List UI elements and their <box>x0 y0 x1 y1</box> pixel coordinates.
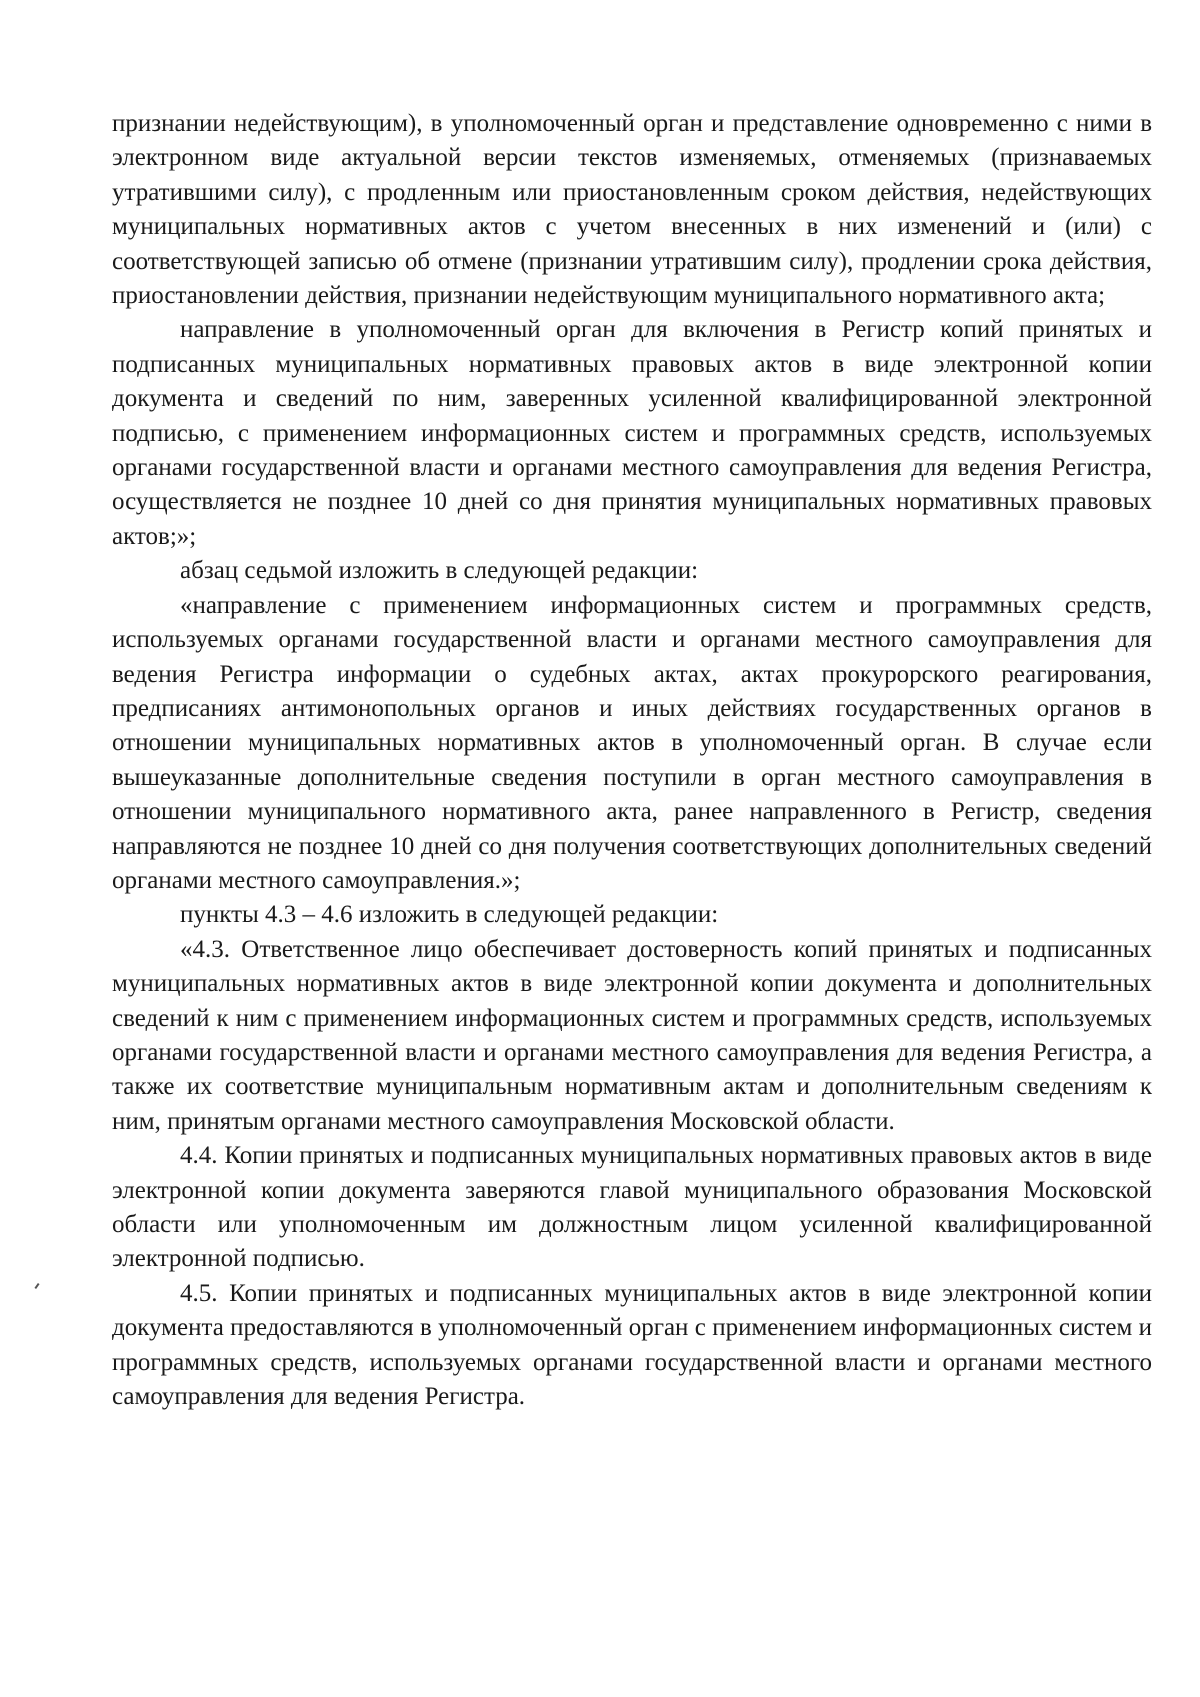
scan-speck <box>34 1283 39 1289</box>
paragraph-item-4-4: 4.4. Копии принятых и подписанных муниципальных нормативных правовых актов в виде электронной копии документа заверяются главой муниципального образования Московской области или уполномоченным им должностным лицом усиленной квалифицированной электронной подписью. <box>112 1142 1152 1273</box>
paragraph-continuation: признании недействующим), в уполномоченный орган и представление одновременно с ними в электронном виде актуальной версии текстов изменяемых, отменяемых (признаваемых утратившими силу), с продленным или приостановленным сроком действия, недействующих муниципальных нормативных актов с учетом внесенных в них изменений и (или) с соответствующей записью об отмене (признании утратившим силу), продлении срока действия, приостановлении действия, признании недействующим муниципального нормативного акта; <box>112 110 1152 310</box>
paragraph-item-4-5: 4.5. Копии принятых и подписанных муниципальных актов в виде электронной копии документа предоставляются в уполномоченный орган с применением информационных систем и программных средств, используемых органами государственной власти и органами местного самоуправления для ведения Регистра. <box>112 1279 1152 1411</box>
paragraph-seventh-intro: абзац седьмой изложить в следующей редакции: <box>180 557 699 585</box>
document-body <box>112 107 1152 1414</box>
paragraph-items-intro: пункты 4.3 – 4.6 изложить в следующей редакции: <box>180 901 719 929</box>
paragraph-court-acts-info: «направление с применением информационных систем и программных средств, используемых органами государственной власти и органами местного самоуправления для ведения Регистра информации о судебных актах, актах прокурорского реагирования, предписаниях антимонопольных органов и иных действиях государственных органов в отношении муниципальных нормативных актов в уполномоченный орган. В случае если вышеуказанные дополнительные сведения поступили в орган местного самоуправления в отношении муниципального нормативного акта, ранее направленного в Регистр, сведения направляются не позднее 10 дней со дня получения соответствующих дополнительных сведений органами местного самоуправления.»; <box>112 591 1152 894</box>
paragraph-submission-to-register: направление в уполномоченный орган для включения в Регистр копий принятых и подписанных муниципальных нормативных правовых актов в виде электронной копии документа и сведений по ним, заверенных усиленной квалифицированной электронной подписью, с применением информационных систем и программных средств, используемых органами государственной власти и органами местного самоуправления для ведения Регистра, осуществляется не позднее 10 дней со дня принятия муниципальных нормативных правовых актов;»; <box>112 316 1152 550</box>
paragraph-item-4-3: «4.3. Ответственное лицо обеспечивает достоверность копий принятых и подписанных муниципальных нормативных актов в виде электронной копии документа и дополнительных сведений к ним с применением информационных систем и программных средств, используемых органами государственной власти и органами местного самоуправления для ведения Регистра, а также их соответствие муниципальным нормативным актам и дополнительным сведениям к ним, принятым органами местного самоуправления Московской области. <box>112 935 1152 1135</box>
